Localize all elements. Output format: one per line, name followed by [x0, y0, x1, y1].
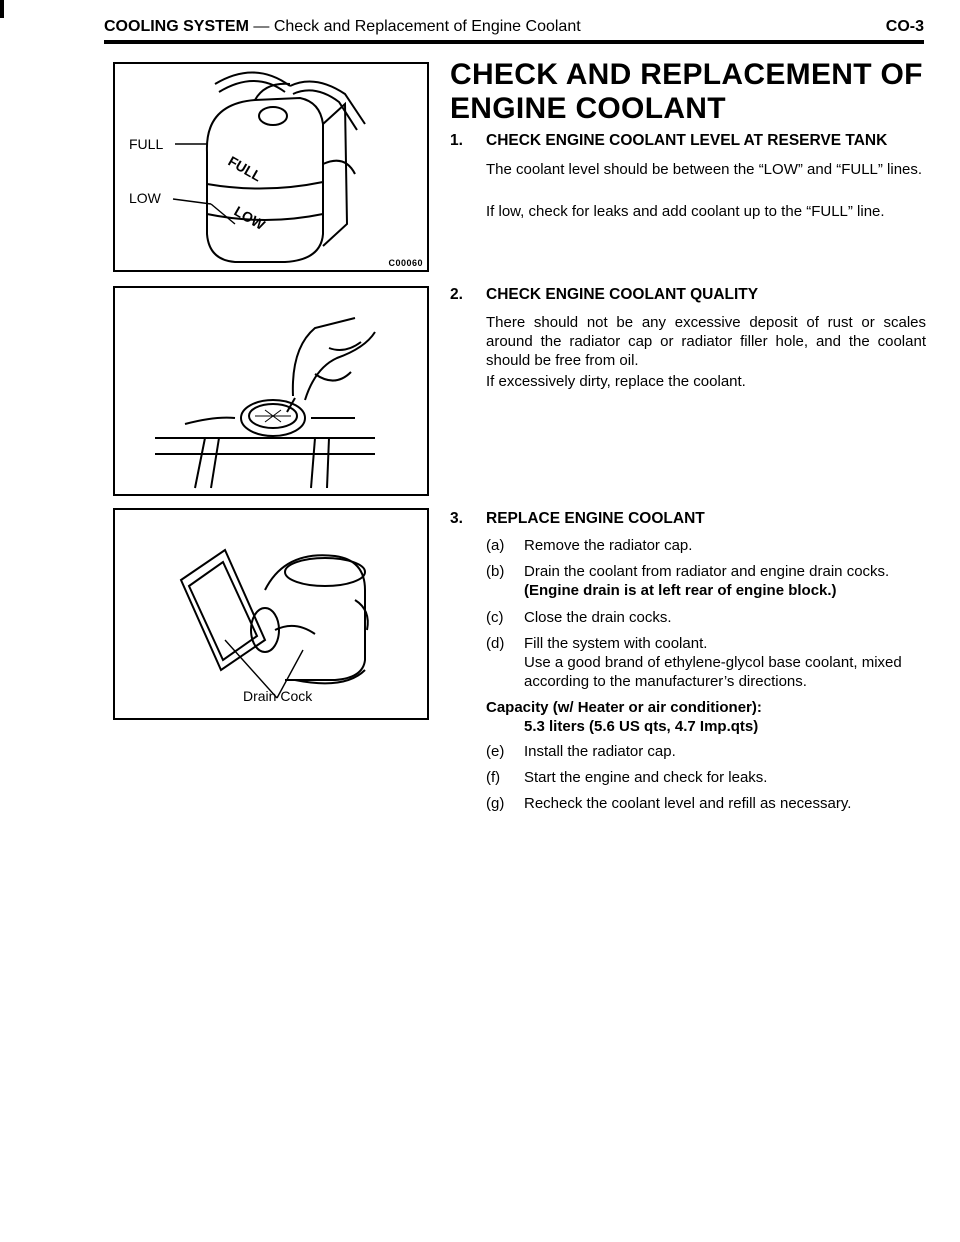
section-2-para-2: If excessively dirty, replace the coolant.: [486, 373, 746, 390]
section-2-title: CHECK ENGINE COOLANT QUALITY: [486, 286, 759, 303]
capacity-block: [486, 698, 926, 736]
step-d-text2: Use a good brand of ethylene-glycol base coolant, mixed according to the manufacturer’s directions.: [524, 654, 902, 690]
step-e-label: (e): [486, 743, 505, 760]
capacity-label: Capacity (w/ Heater or air conditioner):: [486, 699, 762, 716]
capacity-value: 5.3 liters (5.6 US qts, 4.7 Imp.qts): [524, 718, 759, 735]
step-d-label: (d): [486, 635, 505, 652]
section-3-title: REPLACE ENGINE COOLANT: [486, 510, 705, 527]
step-g-label: (g): [486, 795, 505, 812]
section-2-heading: [450, 286, 758, 304]
step-f-text: Start the engine and check for leaks.: [524, 769, 768, 786]
step-d-text: Fill the system with coolant.: [524, 635, 708, 652]
radiator-cap-illustration: [115, 288, 427, 494]
step-a-text: Remove the radiator cap.: [524, 537, 693, 554]
step-b-text: Drain the coolant from radiator and engine drain cocks.: [524, 563, 890, 580]
page-title-line2: ENGINE COOLANT: [450, 92, 726, 125]
step-g-text: Recheck the coolant level and refill as necessary.: [524, 795, 852, 812]
section-1-number: 1.: [450, 132, 463, 149]
figure-radiator-cap: [113, 286, 429, 496]
step-e-text: Install the radiator cap.: [524, 743, 676, 760]
step-b-note: (Engine drain is at left rear of engine block.): [524, 582, 837, 599]
step-b-body: [524, 562, 924, 600]
step-d-body: [524, 634, 924, 691]
header-title: [104, 18, 581, 36]
section-3-number: 3.: [450, 510, 463, 527]
figure-code: C00060: [388, 258, 423, 268]
step-a-label: (a): [486, 537, 505, 554]
tank-full-mark: FULL: [225, 152, 265, 185]
step-c-label: (c): [486, 609, 504, 626]
header-rule: [104, 40, 924, 44]
section-1-title: CHECK ENGINE COOLANT LEVEL AT RESERVE TANK: [486, 132, 888, 149]
corner-mark: [0, 0, 4, 18]
step-f-label: (f): [486, 769, 501, 786]
label-low: LOW: [129, 190, 161, 206]
step-b-label: (b): [486, 563, 505, 580]
section-2-number: 2.: [450, 286, 463, 303]
header-section: COOLING SYSTEM: [104, 18, 249, 35]
header-separator: —: [253, 18, 270, 35]
label-full: FULL: [129, 136, 164, 152]
tank-low-mark: LOW: [231, 202, 268, 233]
figure-drain-cock: [113, 508, 429, 720]
section-3-heading: [450, 510, 705, 528]
drain-cock-illustration: [115, 510, 427, 718]
section-1-heading: [450, 132, 887, 150]
figure-reserve-tank: [113, 62, 429, 272]
page-title: [450, 58, 930, 126]
section-1-para-1: The coolant level should be between the “LOW” and “FULL” lines.: [486, 161, 923, 178]
header-subtitle: Check and Replacement of Engine Coolant: [273, 18, 581, 35]
step-c-text: Close the drain cocks.: [524, 609, 672, 626]
reserve-tank-illustration: [115, 64, 427, 270]
section-1-para-2: If low, check for leaks and add coolant up to the “FULL” line.: [486, 203, 885, 220]
page-header: [104, 16, 924, 42]
label-drain-cock: Drain Cock: [243, 688, 313, 704]
page-number: CO-3: [885, 18, 924, 35]
section-2-para-1: There should not be any excessive deposit of rust or scales around the radiator cap or radiator filler hole, and the coolant should be free from oil.: [486, 314, 926, 369]
page-title-line1: CHECK AND REPLACEMENT OF: [450, 58, 923, 91]
